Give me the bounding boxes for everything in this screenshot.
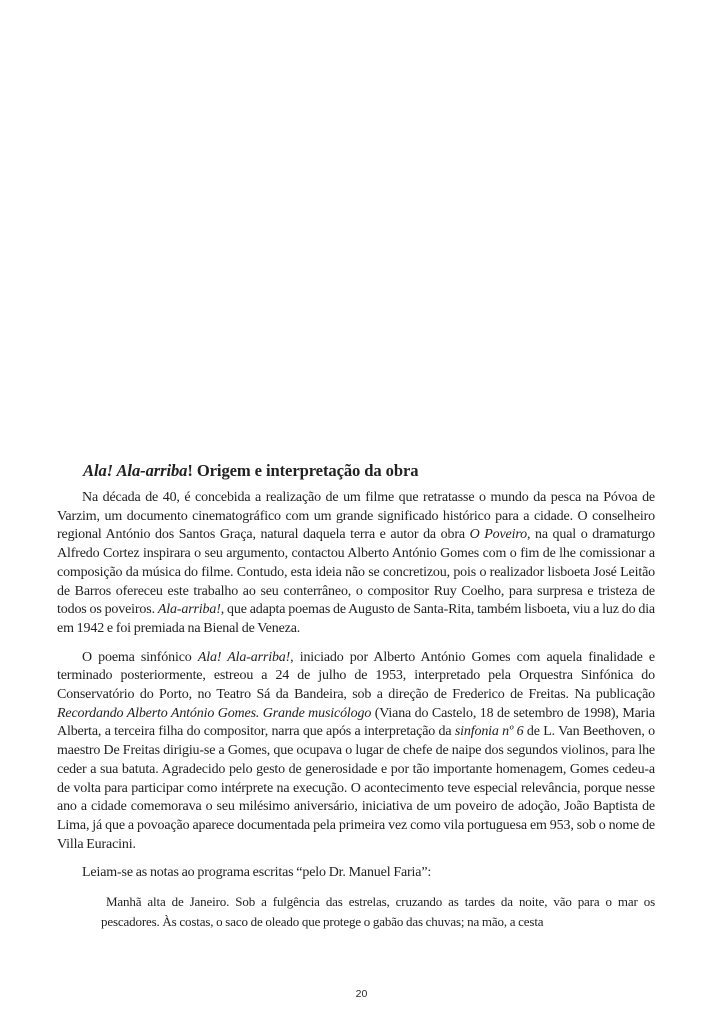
section-heading: Ala! Ala-arriba! Origem e interpretação da obra — [83, 461, 419, 480]
paragraph-1: Na década de 40, é concebida a realização de um filme que retratasse o mundo da pesca na Póvoa de Varzim, um documento cinematográfico com um grande significado histórico para a cidade. O conselheiro regional António dos Santos Graça, natural daquela terra e autor da obra O Poveiro, na qual o dramaturgo Alfredo Cortez inspirara o seu argumento, contactou Alberto António Gomes com o fim de lhe comissionar a composição da música do filme. Contudo, esta ideia não se concretizou, pois o realizador lisboeta José Leitão de Barros ofereceu este trabalho ao seu conterrâneo, o compositor Ruy Coelho, para surpresa e tristeza de todos os poveiros. Ala-arriba!, que adapta poemas de Augusto de Santa-Rita, também lisboeta, viu a luz do dia em 1942 e foi premiada na Bienal de Veneza. — [57, 490, 655, 636]
paragraph-3: Leiam-se as notas ao programa escritas “pelo Dr. Manuel Faria”: — [82, 865, 432, 881]
page-number: 20 — [355, 988, 368, 1000]
content-area — [57, 461, 655, 932]
block-quote: Manhã alta de Janeiro. Sob a fulgência das estrelas, cruzando as tardes da noite, vão para o mar os pescadores. Às costas, o saco de oleado que protege o gabão das chuvas; na mão, a cesta — [101, 894, 655, 930]
paragraph-2: O poema sinfónico Ala! Ala-arriba!, iniciado por Alberto António Gomes com aquela finalidade e terminado posteriormente, estreou a 24 de julho de 1953, interpretado pela Orquestra Sinfónica do Conservatório do Porto, no Teatro Sá da Bandeira, sob a direção de Frederico de Freitas. Na publicação Recordando Alberto António Gomes. Grande musicólogo (Viana do Castelo, 18 de setembro de 1998), Maria Alberta, a terceira filha do compositor, narra que após a interpretação da sinfonia nº 6 de L. Van Beethoven, o maestro De Freitas dirigiu-se a Gomes, que ocupava o lugar de chefe de naipe dos segundos violinos, para lhe ceder a sua batuta. Agradecido pelo gesto de generosidade e por tão importante homenagem, Gomes cedeu-a de volta para participar como intérprete na execução. O acontecimento teve especial relevância, porque nesse ano a cidade comemorava o seu milésimo aniversário, iniciativa de um poveiro de adoção, João Baptista de Lima, já que a povoação aparece documentada pela primeira vez como vila portuguesa em 953, sob o nome de Villa Euracini. — [57, 649, 655, 852]
